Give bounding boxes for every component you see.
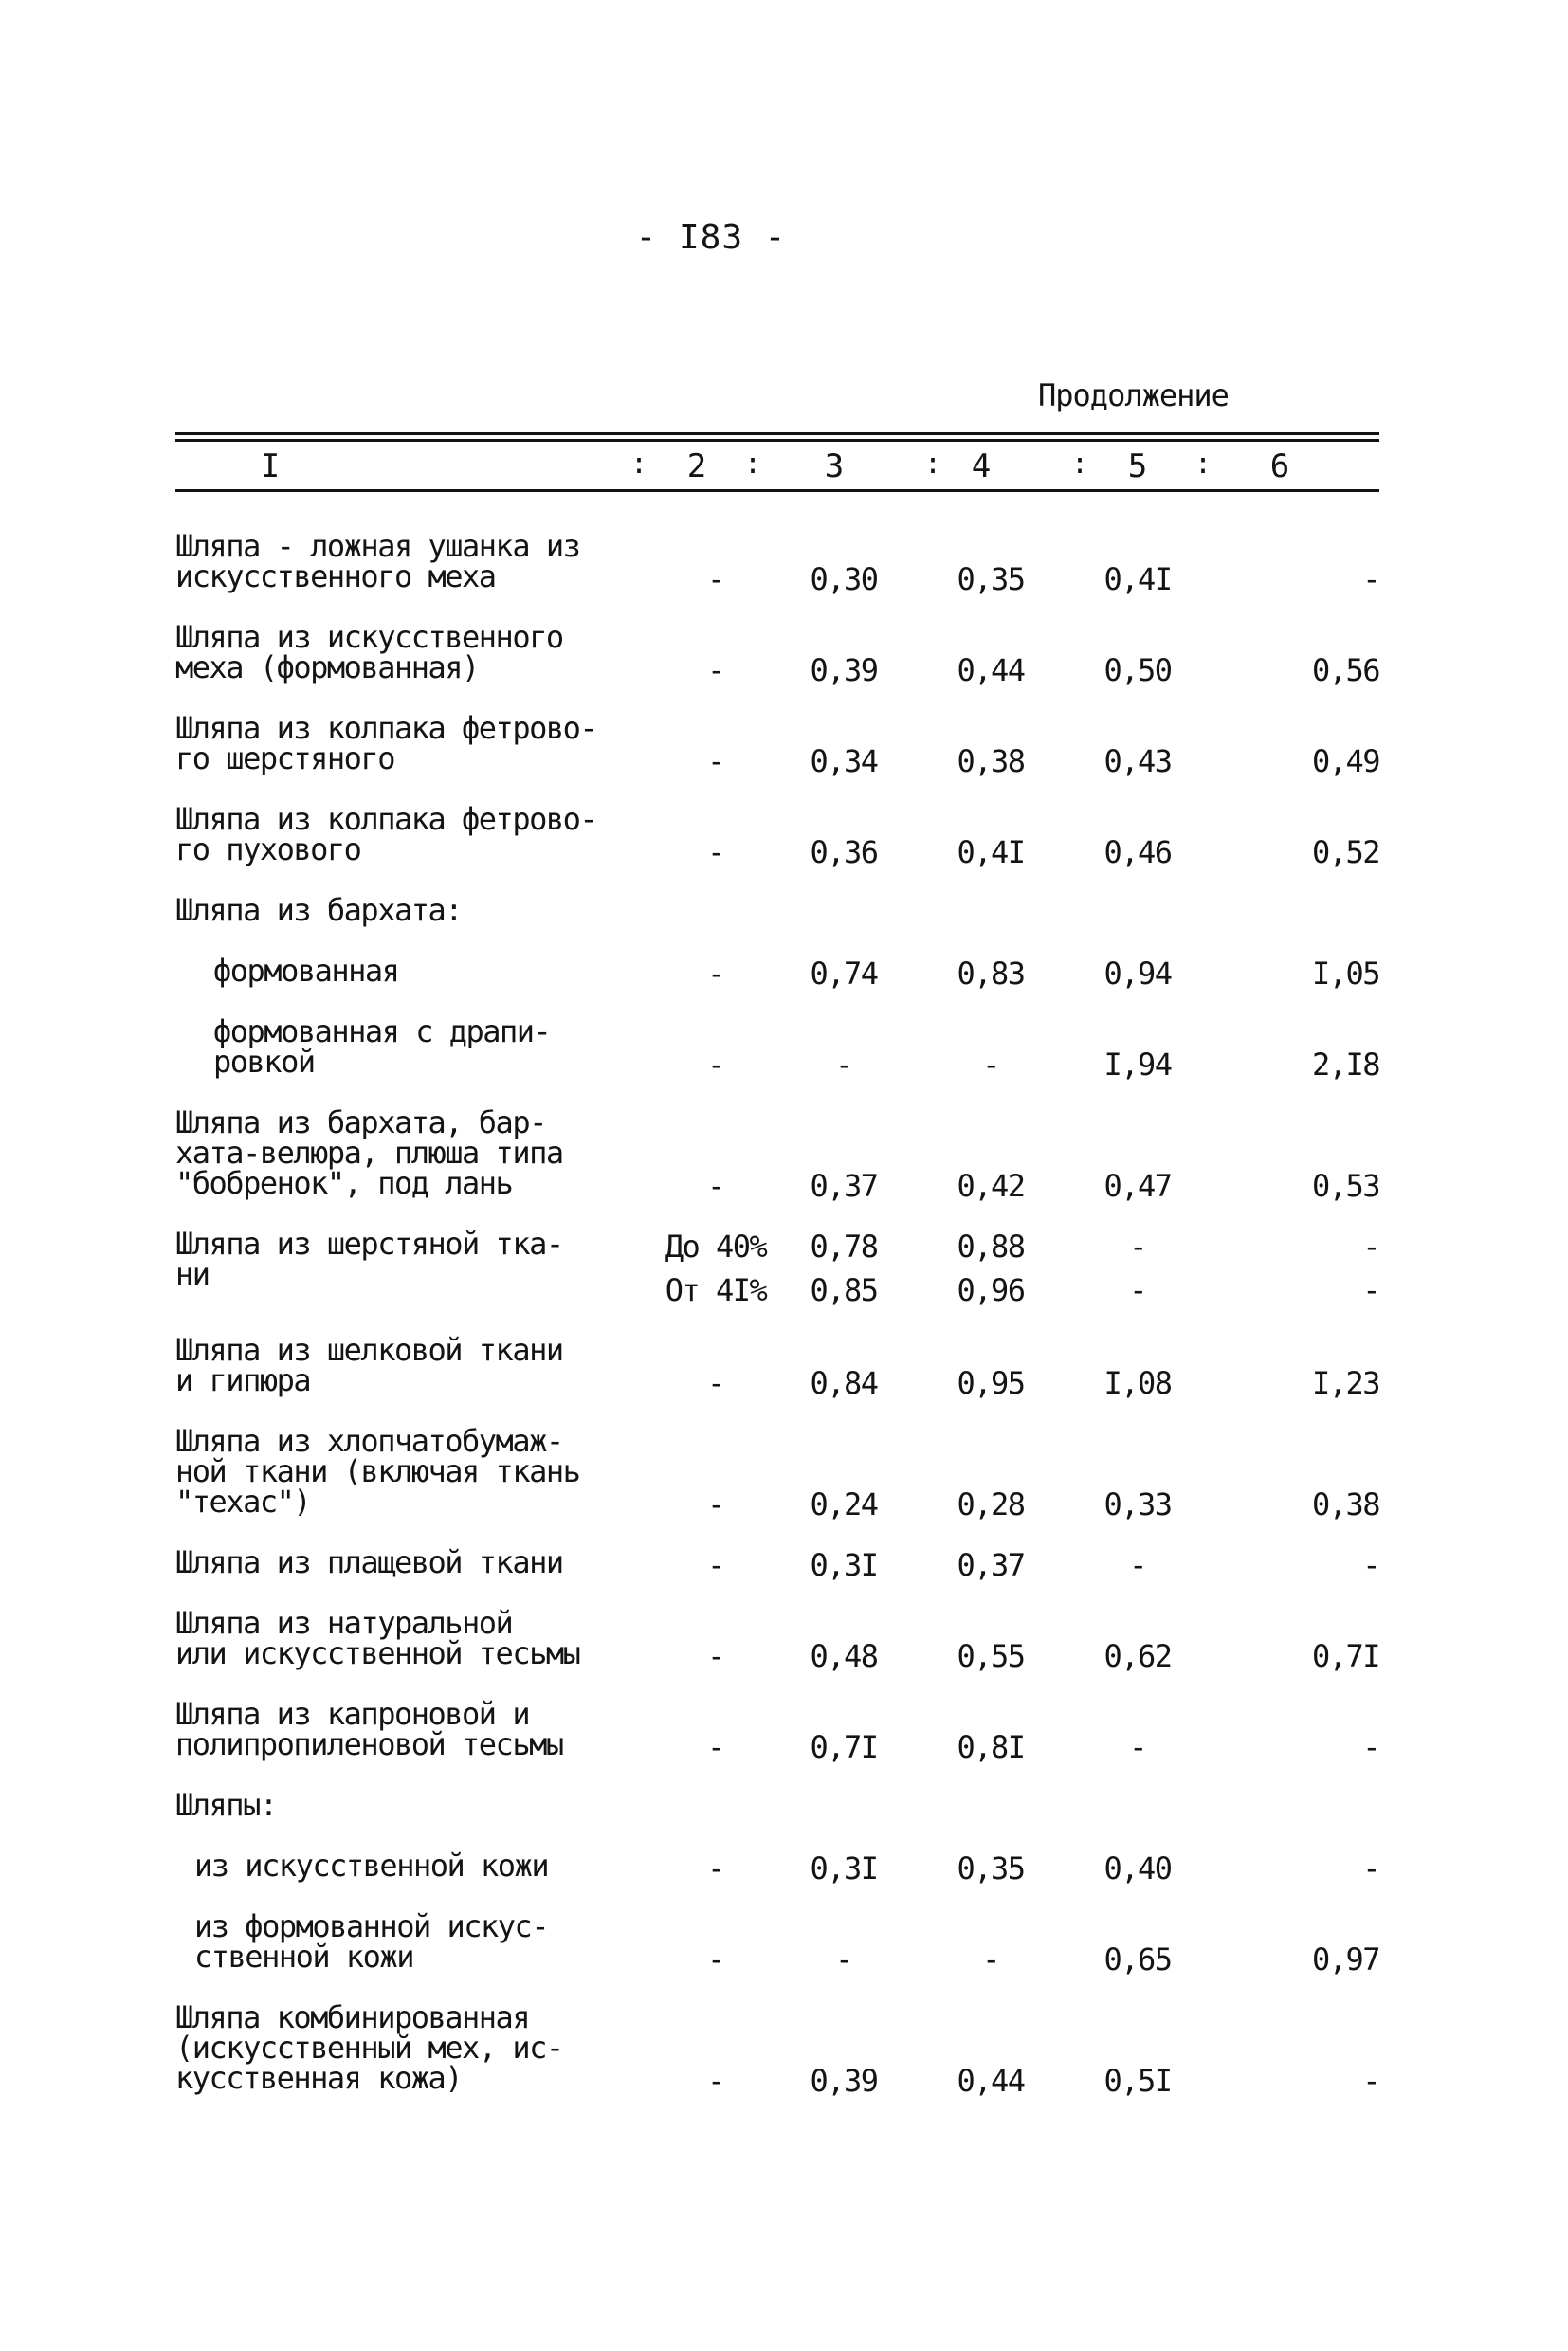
row-name: Шляпа из колпака фетрово- го шерстяного xyxy=(175,710,597,776)
cell-col-5: 0,43 xyxy=(1103,743,1172,779)
header-separator: : xyxy=(1194,447,1212,481)
header-col-4: 4 xyxy=(971,447,992,485)
table-top-rule xyxy=(175,432,1379,435)
cell-col-2: - xyxy=(707,2063,724,2099)
cell-col-6: 0,53 xyxy=(1311,1168,1379,1204)
cell-col-2: - xyxy=(707,743,724,779)
cell-col-5: 0,4I xyxy=(1103,561,1172,597)
cell-col-4: 0,55 xyxy=(957,1638,1025,1674)
cell-col-2: - xyxy=(707,1365,724,1401)
cell-col-2: - xyxy=(707,1729,724,1765)
cell-col-2: - xyxy=(707,1638,724,1674)
cell-col-6: - xyxy=(1362,1229,1379,1265)
cell-col-5: 0,47 xyxy=(1103,1168,1172,1204)
cell-col-4: - xyxy=(982,1941,999,1977)
table-row xyxy=(175,1104,1379,1204)
cell-col-6: - xyxy=(1362,1729,1379,1765)
norms-table xyxy=(175,432,1379,492)
row-name: Шляпа из бархата, бар- хата-велюра, плюша типа "бобренок", под лань xyxy=(175,1104,563,1201)
cell-col-5: 0,5I xyxy=(1103,2063,1172,2099)
row-name: Шляпа из колпака фетрово- го пухового xyxy=(175,801,597,867)
cell-col-4: 0,4I xyxy=(957,834,1025,870)
cell-col-3: 0,85 xyxy=(810,1272,878,1308)
table-row xyxy=(175,1013,1379,1083)
cell-col-4: 0,8I xyxy=(957,1729,1025,1765)
cell-col-3: 0,39 xyxy=(810,2063,878,2099)
cell-col-5: - xyxy=(1129,1229,1146,1265)
row-name: формованная xyxy=(213,953,399,989)
table-row xyxy=(175,953,1379,993)
row-name: Шляпа - ложная ушанка из искусственного меха xyxy=(175,528,580,594)
table-row xyxy=(175,1605,1379,1674)
cell-col-4: 0,44 xyxy=(957,2063,1025,2099)
table-row xyxy=(175,1332,1379,1401)
cell-col-3: 0,74 xyxy=(810,956,878,992)
cell-col-5: I,94 xyxy=(1103,1047,1172,1083)
header-col-5: 5 xyxy=(1127,447,1148,485)
cell-col-5: 0,65 xyxy=(1103,1941,1172,1977)
table-row xyxy=(175,1544,1379,1585)
cell-col-2: - xyxy=(707,1941,724,1977)
table-header-rule xyxy=(175,489,1379,492)
cell-col-2: От 4I% xyxy=(665,1272,767,1308)
table-row xyxy=(175,1423,1379,1522)
row-name: Шляпа из шерстяной тка- ни xyxy=(175,1226,563,1292)
table-section-heading xyxy=(175,1787,1379,1828)
cell-col-5: 0,50 xyxy=(1103,652,1172,688)
cell-col-3: 0,84 xyxy=(810,1365,878,1401)
cell-col-5: I,08 xyxy=(1103,1365,1172,1401)
cell-col-5: 0,94 xyxy=(1103,956,1172,992)
table-row xyxy=(175,1696,1379,1765)
cell-col-4: - xyxy=(982,1047,999,1083)
row-name: Шляпа из капроновой и полипропиленовой тесьмы xyxy=(175,1696,563,1762)
cell-col-4: 0,44 xyxy=(957,652,1025,688)
cell-col-3: - xyxy=(835,1941,852,1977)
cell-col-2: - xyxy=(707,1168,724,1204)
cell-col-4: 0,28 xyxy=(957,1486,1025,1522)
row-name: Шляпа комбинированная (искусственный мех, ис- кусственная кожа) xyxy=(175,1999,563,2096)
cell-col-6: 0,7I xyxy=(1311,1638,1379,1674)
cell-col-6: 0,52 xyxy=(1311,834,1379,870)
row-name: Шляпа из бархата: xyxy=(175,892,463,928)
cell-col-3: 0,3I xyxy=(810,1547,878,1583)
table-section-heading xyxy=(175,892,1379,933)
cell-col-6: - xyxy=(1362,1547,1379,1583)
row-name: формованная с драпи- ровкой xyxy=(213,1013,551,1080)
cell-col-6: - xyxy=(1362,1272,1379,1308)
row-name: Шляпа из плащевой ткани xyxy=(175,1544,563,1580)
row-name: Шляпа из хлопчатобумаж- ной ткани (включая ткань "техас") xyxy=(175,1423,580,1520)
table-row xyxy=(175,801,1379,870)
cell-col-3: 0,34 xyxy=(810,743,878,779)
header-separator: : xyxy=(1071,447,1089,481)
table-row xyxy=(175,528,1379,597)
continuation-label: Продолжение xyxy=(1038,377,1229,413)
cell-col-4: 0,35 xyxy=(957,561,1025,597)
row-name: из формованной искус- ственной кожи xyxy=(194,1908,549,1975)
table-row xyxy=(175,710,1379,779)
cell-col-5: 0,46 xyxy=(1103,834,1172,870)
cell-col-2: До 40% xyxy=(665,1229,767,1265)
cell-col-3: 0,48 xyxy=(810,1638,878,1674)
row-name: Шляпы: xyxy=(175,1787,277,1823)
cell-col-5: - xyxy=(1129,1272,1146,1308)
table-row xyxy=(175,619,1379,688)
cell-col-2: - xyxy=(707,652,724,688)
cell-col-4: 0,35 xyxy=(957,1850,1025,1886)
cell-col-4: 0,95 xyxy=(957,1365,1025,1401)
cell-col-2: - xyxy=(707,1547,724,1583)
cell-col-6: 0,97 xyxy=(1311,1941,1379,1977)
cell-col-4: 0,96 xyxy=(957,1272,1025,1308)
cell-col-6: 0,56 xyxy=(1311,652,1379,688)
row-name: Шляпа из искусственного меха (формованная) xyxy=(175,619,563,685)
table-row xyxy=(175,1908,1379,1977)
cell-col-2: - xyxy=(707,1850,724,1886)
row-name: из искусственной кожи xyxy=(194,1848,549,1884)
header-separator: : xyxy=(744,447,762,481)
cell-col-3: 0,3I xyxy=(810,1850,878,1886)
cell-col-2: - xyxy=(707,956,724,992)
cell-col-3: 0,7I xyxy=(810,1729,878,1765)
cell-col-6: - xyxy=(1362,561,1379,597)
cell-col-3: 0,37 xyxy=(810,1168,878,1204)
header-col-2: 2 xyxy=(686,447,707,485)
table-row xyxy=(175,1999,1379,2099)
cell-col-4: 0,88 xyxy=(957,1229,1025,1265)
cell-col-5: - xyxy=(1129,1729,1146,1765)
cell-col-6: 0,38 xyxy=(1311,1486,1379,1522)
header-col-6: 6 xyxy=(1269,447,1290,485)
page-number: - I83 - xyxy=(635,218,787,257)
table-row xyxy=(175,1226,1379,1308)
cell-col-3: 0,36 xyxy=(810,834,878,870)
cell-col-6: I,05 xyxy=(1311,956,1379,992)
table-header xyxy=(175,442,1379,489)
cell-col-3: 0,78 xyxy=(810,1229,878,1265)
cell-col-3: 0,24 xyxy=(810,1486,878,1522)
header-separator: : xyxy=(924,447,942,481)
cell-col-2: - xyxy=(707,561,724,597)
row-name: Шляпа из натуральной или искусственной тесьмы xyxy=(175,1605,580,1671)
header-col-1: I xyxy=(260,447,281,485)
cell-col-5: 0,62 xyxy=(1103,1638,1172,1674)
cell-col-3: 0,30 xyxy=(810,561,878,597)
header-col-3: 3 xyxy=(824,447,845,485)
cell-col-5: 0,33 xyxy=(1103,1486,1172,1522)
cell-col-6: - xyxy=(1362,2063,1379,2099)
cell-col-4: 0,83 xyxy=(957,956,1025,992)
cell-col-3: - xyxy=(835,1047,852,1083)
cell-col-4: 0,42 xyxy=(957,1168,1025,1204)
cell-col-6: 0,49 xyxy=(1311,743,1379,779)
cell-col-5: 0,40 xyxy=(1103,1850,1172,1886)
cell-col-4: 0,37 xyxy=(957,1547,1025,1583)
row-name: Шляпа из шелковой ткани и гипюра xyxy=(175,1332,563,1398)
cell-col-3: 0,39 xyxy=(810,652,878,688)
cell-col-6: 2,I8 xyxy=(1311,1047,1379,1083)
cell-col-6: - xyxy=(1362,1850,1379,1886)
table-row xyxy=(175,1850,1379,1888)
cell-col-2: - xyxy=(707,1047,724,1083)
cell-col-2: - xyxy=(707,1486,724,1522)
cell-col-2: - xyxy=(707,834,724,870)
cell-col-5: - xyxy=(1129,1547,1146,1583)
header-separator: : xyxy=(630,447,648,481)
cell-col-6: I,23 xyxy=(1311,1365,1379,1401)
cell-col-4: 0,38 xyxy=(957,743,1025,779)
